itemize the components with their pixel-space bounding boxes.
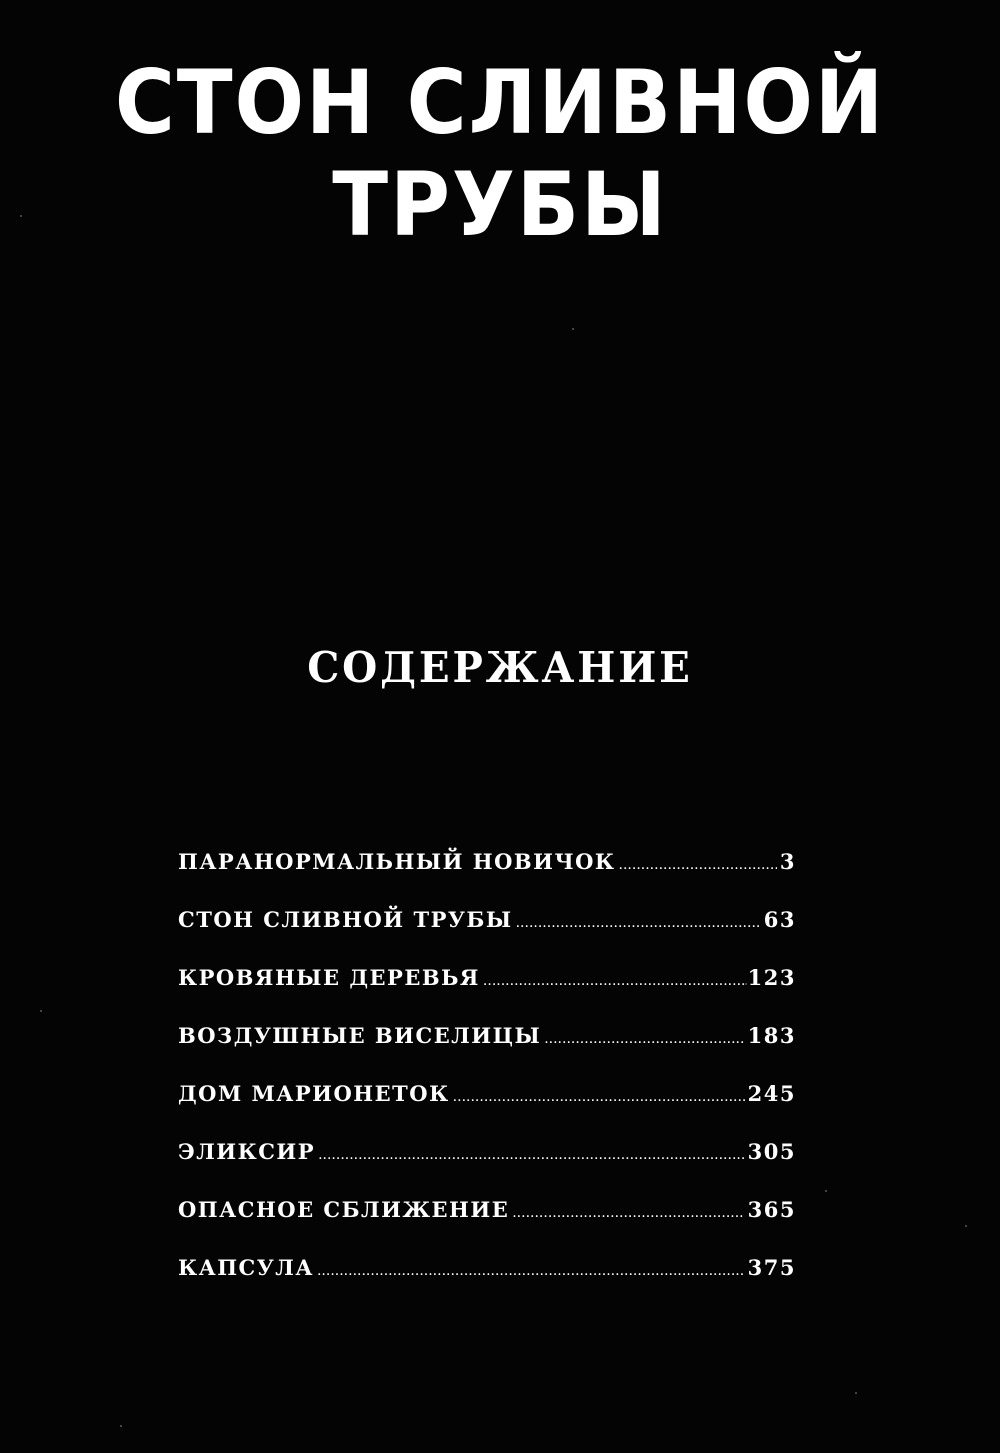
toc-entry-title: КРОВЯНЫЕ ДЕРЕВЬЯ — [178, 965, 480, 990]
toc-entry-title: ДОМ МАРИОНЕТОК — [178, 1081, 450, 1106]
toc-dot-leader — [516, 903, 761, 943]
toc-entry-page: 123 — [747, 965, 796, 990]
toc-dot-leader — [512, 1193, 744, 1233]
toc-entry-title: КАПСУЛА — [178, 1255, 314, 1280]
toc-dot-leader — [317, 1251, 745, 1291]
scan-speck — [40, 1010, 42, 1012]
toc-entry-page: 183 — [747, 1023, 796, 1048]
scan-speck — [120, 1425, 122, 1427]
toc-entry[interactable] — [178, 842, 796, 900]
toc-entry-page: 3 — [779, 849, 796, 874]
toc-entry-title: ОПАСНОЕ СБЛИЖЕНИЕ — [178, 1197, 510, 1222]
table-of-contents — [178, 842, 796, 1306]
toc-entry[interactable] — [178, 1074, 796, 1132]
toc-entry[interactable] — [178, 1248, 796, 1306]
toc-entry[interactable] — [178, 900, 796, 958]
scan-speck — [20, 215, 22, 217]
toc-entry-page: 305 — [747, 1139, 796, 1164]
scan-speck — [855, 1392, 857, 1394]
toc-entry[interactable] — [178, 1016, 796, 1074]
book-title — [35, 52, 965, 256]
toc-dot-leader — [318, 1135, 745, 1175]
scan-speck — [965, 1225, 967, 1227]
toc-entry-title: ПАРАНОРМАЛЬНЫЙ НОВИЧОК — [178, 849, 616, 874]
toc-entry-title: ВОЗДУШНЫЕ ВИСЕЛИЦЫ — [178, 1023, 542, 1048]
toc-heading: СОДЕРЖАНИЕ — [307, 643, 693, 692]
toc-entry-page: 63 — [763, 907, 796, 932]
toc-dot-leader — [619, 845, 777, 885]
book-title-line-2: ТРУБЫ — [332, 153, 668, 256]
scan-speck — [825, 1190, 827, 1192]
toc-entry-title: ЭЛИКСИР — [178, 1139, 316, 1164]
scan-speck — [572, 328, 574, 330]
toc-entry-page: 375 — [747, 1255, 796, 1280]
book-title-line-1: СТОН СЛИВНОЙ — [114, 51, 886, 154]
scan-speck — [745, 983, 747, 985]
toc-dot-leader — [453, 1077, 745, 1117]
toc-entry-page: 245 — [747, 1081, 796, 1106]
toc-entry-title: СТОН СЛИВНОЙ ТРУБЫ — [178, 907, 513, 932]
toc-entry[interactable] — [178, 958, 796, 1016]
toc-dot-leader — [483, 961, 745, 1001]
toc-entry[interactable] — [178, 1190, 796, 1248]
toc-entry-page: 365 — [747, 1197, 796, 1222]
toc-entry[interactable] — [178, 1132, 796, 1190]
toc-dot-leader — [544, 1019, 744, 1059]
